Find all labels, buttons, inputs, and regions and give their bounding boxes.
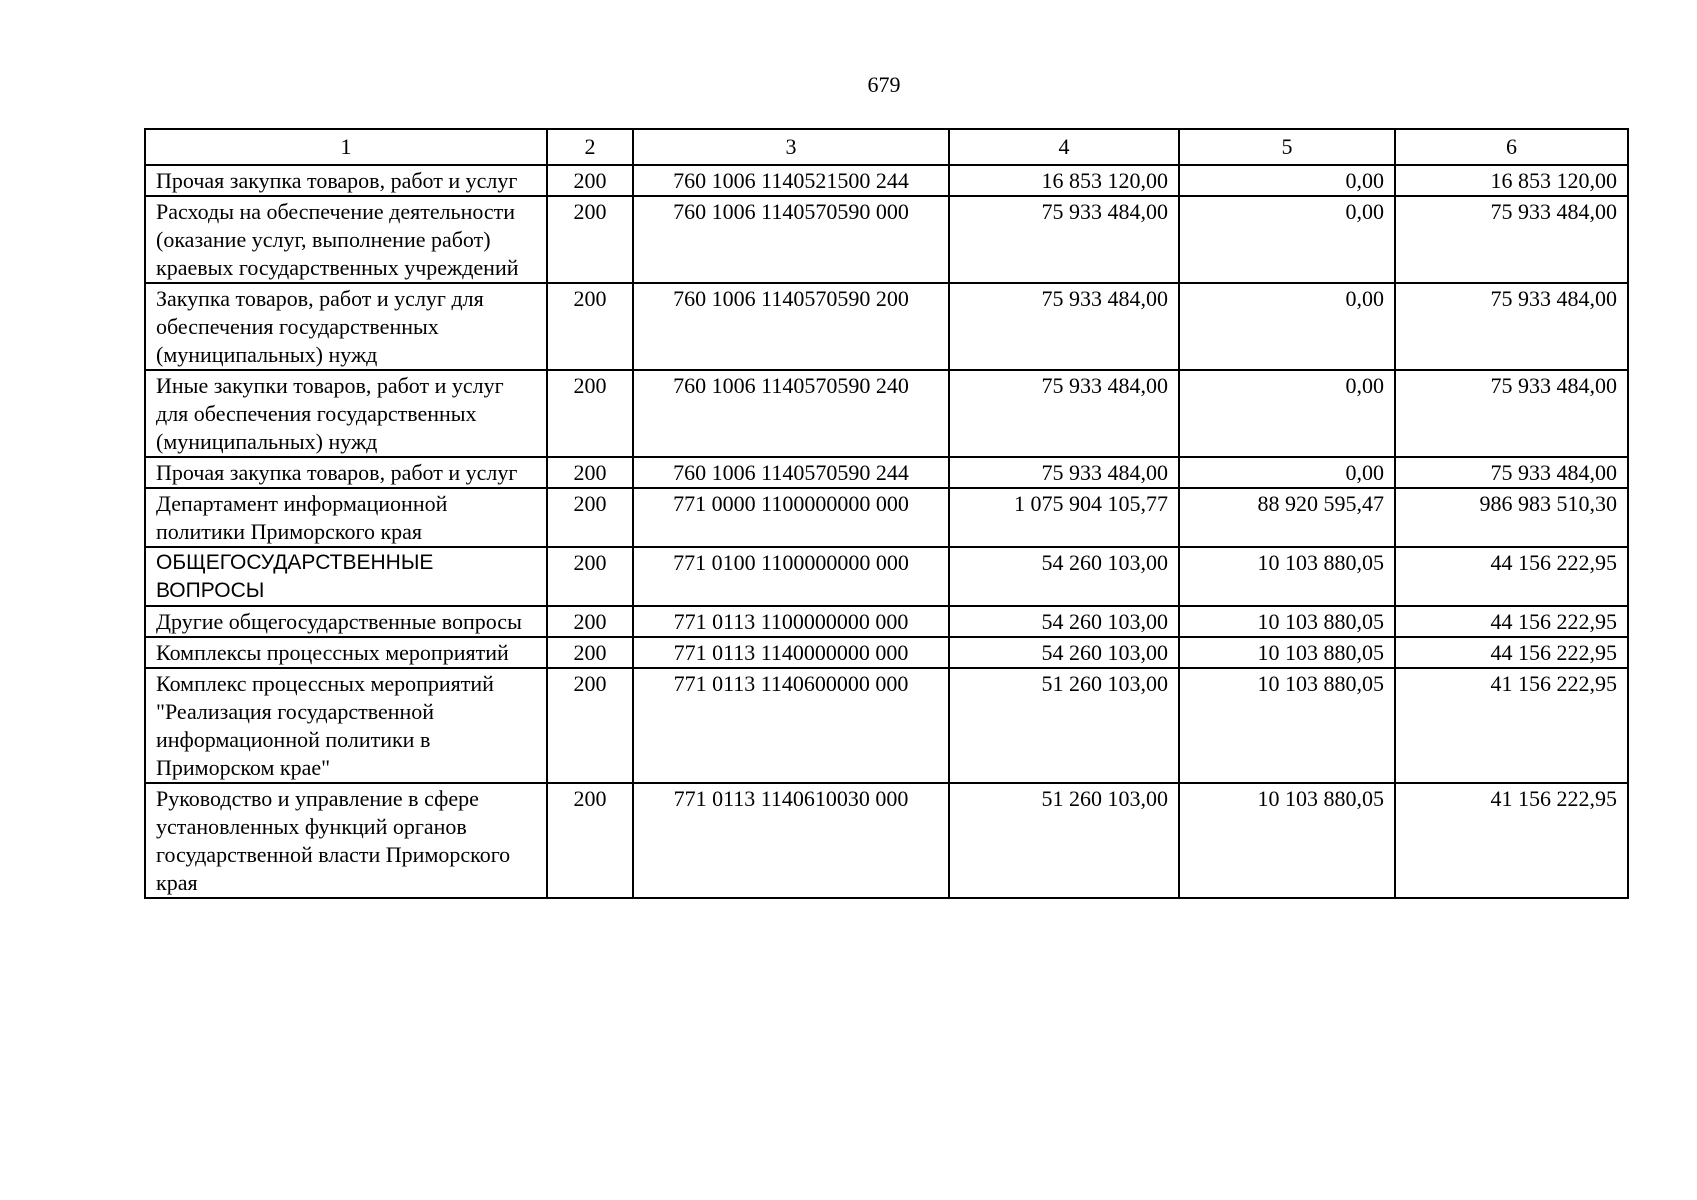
row-value-4: 75 933 484,00 — [949, 196, 1179, 283]
row-value-6: 75 933 484,00 — [1395, 196, 1628, 283]
table-row — [145, 283, 1628, 370]
row-value-5: 10 103 880,05 — [1179, 637, 1395, 668]
row-value-5: 0,00 — [1179, 165, 1395, 196]
row-value-4: 1 075 904 105,77 — [949, 488, 1179, 547]
column-header-6: 6 — [1395, 129, 1628, 165]
table-row — [145, 637, 1628, 668]
table-row — [145, 488, 1628, 547]
table-row — [145, 606, 1628, 637]
page-number: 679 — [867, 72, 901, 97]
row-code: 200 — [547, 783, 633, 898]
row-name: Прочая закупка товаров, работ и услуг — [145, 457, 547, 488]
row-value-5: 10 103 880,05 — [1179, 783, 1395, 898]
row-name: Департамент информационной политики Приморского края — [145, 488, 547, 547]
row-value-4: 75 933 484,00 — [949, 283, 1179, 370]
row-code: 200 — [547, 606, 633, 637]
row-kbk: 771 0113 1140600000 000 — [633, 668, 949, 783]
row-code: 200 — [547, 196, 633, 283]
row-kbk: 760 1006 1140521500 244 — [633, 165, 949, 196]
row-value-4: 75 933 484,00 — [949, 457, 1179, 488]
row-name: Прочая закупка товаров, работ и услуг — [145, 165, 547, 196]
row-value-4: 54 260 103,00 — [949, 547, 1179, 606]
row-value-5: 88 920 595,47 — [1179, 488, 1395, 547]
column-header-2: 2 — [547, 129, 633, 165]
row-value-5: 10 103 880,05 — [1179, 606, 1395, 637]
row-code: 200 — [547, 283, 633, 370]
row-value-6: 44 156 222,95 — [1395, 637, 1628, 668]
row-value-6: 75 933 484,00 — [1395, 283, 1628, 370]
row-kbk: 771 0113 1100000000 000 — [633, 606, 949, 637]
row-value-4: 16 853 120,00 — [949, 165, 1179, 196]
row-value-6: 41 156 222,95 — [1395, 668, 1628, 783]
column-header-4: 4 — [949, 129, 1179, 165]
row-value-6: 44 156 222,95 — [1395, 606, 1628, 637]
row-name: Другие общегосударственные вопросы — [145, 606, 547, 637]
row-name: Иные закупки товаров, работ и услуг для обеспечения государственных (муниципальных) нужд — [145, 370, 547, 457]
row-value-6: 75 933 484,00 — [1395, 370, 1628, 457]
column-header-1: 1 — [145, 129, 547, 165]
row-value-5: 0,00 — [1179, 196, 1395, 283]
row-kbk: 771 0113 1140610030 000 — [633, 783, 949, 898]
row-name: ОБЩЕГОСУДАРСТВЕННЫЕ ВОПРОСЫ — [145, 547, 547, 606]
table-row — [145, 783, 1628, 898]
row-kbk: 771 0113 1140000000 000 — [633, 637, 949, 668]
column-header-5: 5 — [1179, 129, 1395, 165]
table-row — [145, 547, 1628, 606]
row-value-5: 10 103 880,05 — [1179, 547, 1395, 606]
row-code: 200 — [547, 668, 633, 783]
row-name: Руководство и управление в сфере установленных функций органов государственной власти Приморского края — [145, 783, 547, 898]
row-name: Расходы на обеспечение деятельности (оказание услуг, выполнение работ) краевых государственных учреждений — [145, 196, 547, 283]
row-code: 200 — [547, 547, 633, 606]
row-kbk: 771 0100 1100000000 000 — [633, 547, 949, 606]
row-value-6: 75 933 484,00 — [1395, 457, 1628, 488]
column-header-3: 3 — [633, 129, 949, 165]
table-row — [145, 196, 1628, 283]
row-value-6: 986 983 510,30 — [1395, 488, 1628, 547]
row-value-6: 44 156 222,95 — [1395, 547, 1628, 606]
row-value-5: 10 103 880,05 — [1179, 668, 1395, 783]
table-row — [145, 668, 1628, 783]
row-code: 200 — [547, 457, 633, 488]
row-name: Комплексы процессных мероприятий — [145, 637, 547, 668]
row-value-4: 51 260 103,00 — [949, 668, 1179, 783]
row-kbk: 760 1006 1140570590 240 — [633, 370, 949, 457]
budget-table — [144, 128, 1629, 899]
row-value-5: 0,00 — [1179, 370, 1395, 457]
row-value-5: 0,00 — [1179, 283, 1395, 370]
row-kbk: 771 0000 1100000000 000 — [633, 488, 949, 547]
table-header-row — [145, 129, 1628, 165]
row-value-4: 54 260 103,00 — [949, 606, 1179, 637]
row-kbk: 760 1006 1140570590 200 — [633, 283, 949, 370]
row-value-6: 16 853 120,00 — [1395, 165, 1628, 196]
row-code: 200 — [547, 165, 633, 196]
table-row — [145, 165, 1628, 196]
row-value-4: 54 260 103,00 — [949, 637, 1179, 668]
row-name: Комплекс процессных мероприятий "Реализация государственной информационной политики в Приморском крае" — [145, 668, 547, 783]
row-kbk: 760 1006 1140570590 244 — [633, 457, 949, 488]
table-row — [145, 457, 1628, 488]
row-kbk: 760 1006 1140570590 000 — [633, 196, 949, 283]
row-code: 200 — [547, 637, 633, 668]
row-code: 200 — [547, 488, 633, 547]
row-code: 200 — [547, 370, 633, 457]
row-value-6: 41 156 222,95 — [1395, 783, 1628, 898]
row-value-4: 51 260 103,00 — [949, 783, 1179, 898]
row-value-4: 75 933 484,00 — [949, 370, 1179, 457]
row-value-5: 0,00 — [1179, 457, 1395, 488]
table-row — [145, 370, 1628, 457]
row-name: Закупка товаров, работ и услуг для обеспечения государственных (муниципальных) нужд — [145, 283, 547, 370]
